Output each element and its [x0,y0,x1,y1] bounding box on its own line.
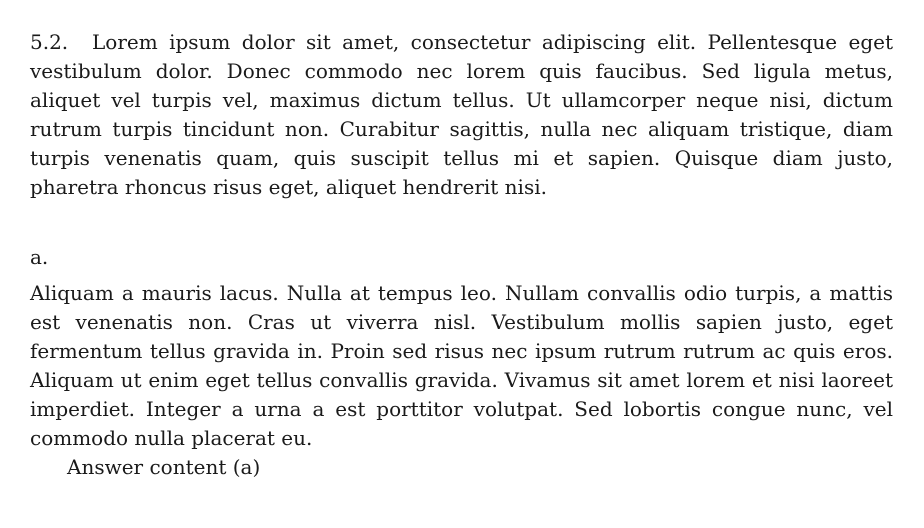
part-a-text: Aliquam a mauris lacus. Nulla at tempus leo. Nullam convallis odio turpis, a mattis est venenatis non. Cras ut viverra nisl. Vestibulum mollis sapien justo, eget fermentum tellus gravida in. Proin sed risus nec ipsum rutrum rutrum ac quis eros. Aliquam ut enim eget tellus convallis gravida. Vivamus sit amet lorem et nisi laoreet imperdiet. Integer a urna a est porttitor volutpat. Sed lobortis congue nunc, vel commodo nulla placerat eu. [30,281,893,450]
part-a-answer: Answer content (a) [67,455,261,479]
question-number: 5.2. [30,30,69,54]
question-5-2 [30,28,893,202]
part-a-label: a. [30,245,49,269]
question-text: Lorem ipsum dolor sit amet, consectetur adipiscing elit. Pellentesque eget vestibulum dolor. Donec commodo nec lorem quis faucibus. Sed ligula metus, aliquet vel turpis vel, maximus dictum tellus. Ut ullamcorper neque nisi, dictum rutrum turpis tincidunt non. Curabitur sagittis, nulla nec aliquam tristique, diam turpis venenatis quam, quis suscipit tellus mi et sapien. Quisque diam justo, pharetra rhoncus risus eget, aliquet hendrerit nisi. [30,30,893,199]
